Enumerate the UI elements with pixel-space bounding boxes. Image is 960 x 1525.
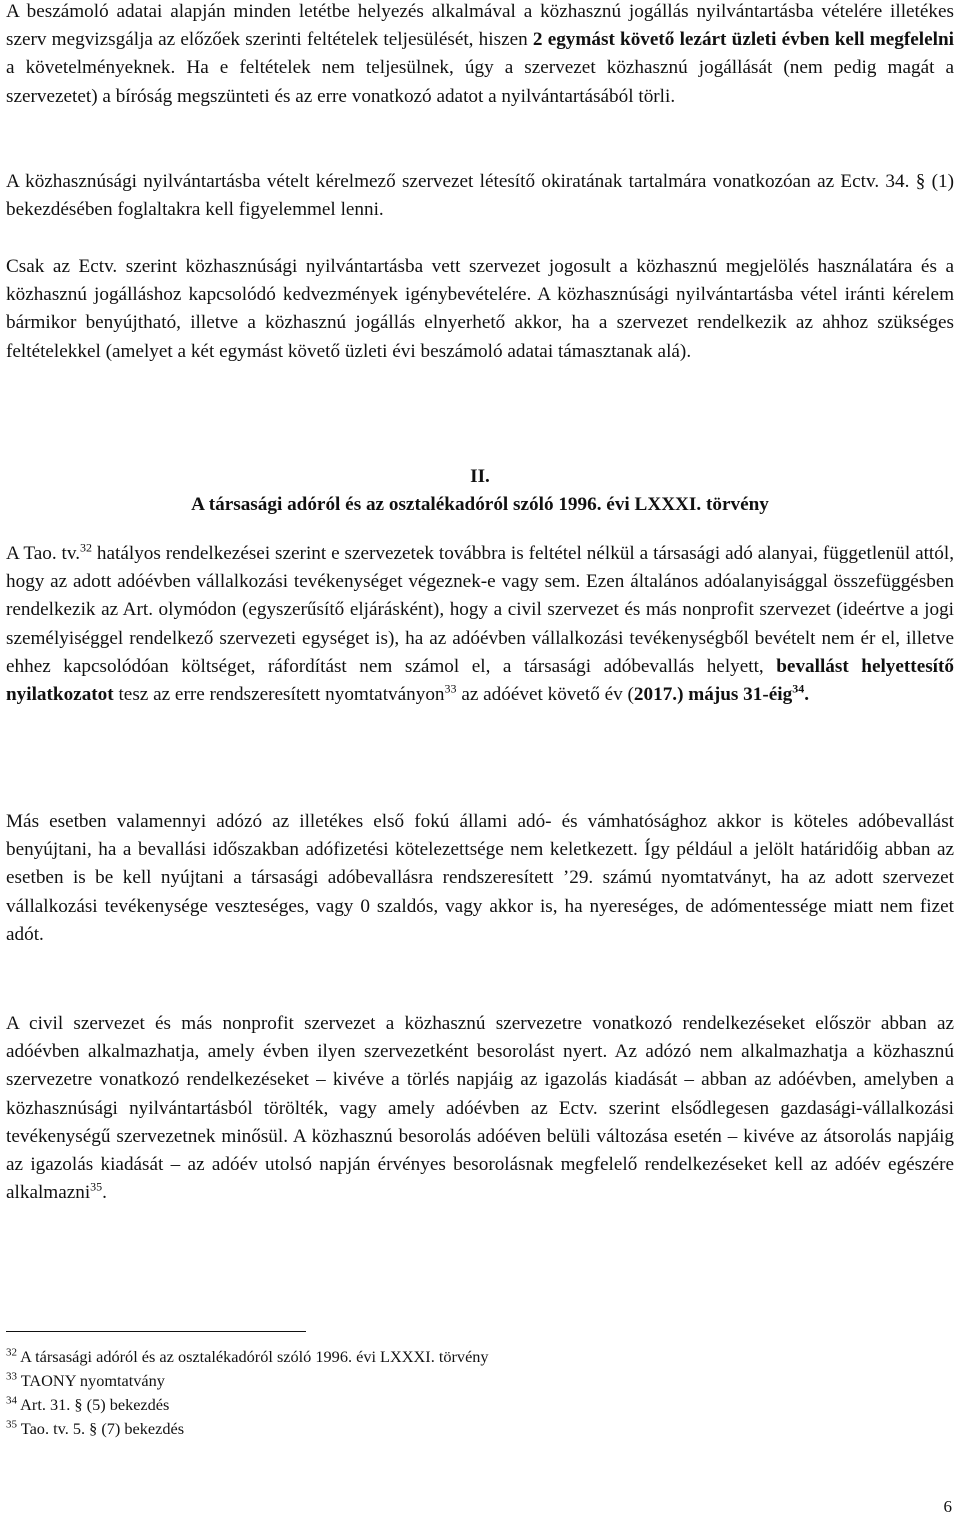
footnote-number: 34: [6, 1394, 17, 1407]
section-title: A társasági adóról és az osztalékadóról szóló 1996. évi LXXXI. törvény: [191, 494, 769, 515]
deadline-text: 2017.) május 31-éig: [633, 684, 793, 706]
text-run: hatályos rendelkezései szerint e szervezetek továbbra is feltétel nélkül a társasági adó alanyai, függetlenül attól, hogy az adott adóévben vállalkozási tevékenységet végeznek-e vagy sem. Ezen általános adóalanyisággal összefüggésben rendelkezik az Art. olymódon (egyszerűsítő eljárásként), hogy a civil szervezet és más nonprofit szervezet (ideértve a jogi személyiséggel rendelkező szervezeti egységet is), ha az adóévben vállalkozási tevékenységből bevételt nem ér el, illetve ehhez kapcsolódóan költséget, ráfordítást nem számol el, a társasági adóbevallás helyett,: [6, 543, 954, 677]
text-run: .: [804, 684, 809, 706]
paragraph-kozhasznu: [6, 1010, 954, 1207]
footnote-number: 33: [6, 1370, 17, 1383]
text-run: a követelményeknek. Ha e feltételek nem teljesülnek, úgy a szervezet közhasznú jogállását (nem pedig magát a szervezetet) a bíróság megszünteti és az erre vonatkozó adatot a nyilvántartásából törli.: [6, 57, 954, 107]
footnote-separator: [6, 1331, 306, 1332]
page-number: 6: [943, 1497, 952, 1516]
text-run: A beszámoló adatai alapján minden letétbe helyezés alkalmával a közhasznú jogállás nyilvántartásba vételére illetékes szerv megvizsgálja az előzőek szerinti feltételek teljesülését, hiszen: [6, 1, 954, 51]
footnote-number: 35: [6, 1418, 17, 1431]
footnote: [6, 1417, 489, 1441]
text-run: A Tao. tv.: [6, 543, 81, 564]
paragraph-tao: [6, 540, 954, 709]
emphasis-text: 2 egymást követő lezárt üzleti évben kell megfelelni: [532, 29, 954, 51]
footnote-ref[interactable]: 35: [90, 1179, 103, 1194]
footnote-text: TAONY nyomtatvány: [17, 1371, 165, 1390]
paragraph-adobevallas: Más esetben valamennyi adózó az illetékes első fokú állami adó- és vámhatósághoz akkor is köteles adóbevallást benyújtani, ha a bevallási időszakban adófizetési kötelezettsége nem keletkezett. Így például a jelölt határidőig abban az esetben is be kell nyújtani a társasági adóbevallásra rendszeresített ’29. számú nyomtatványt, ha az adott szervezet vállalkozási tevékenysége veszteséges, vagy 0 szaldós, vagy akkor is, ha nyereséges, de adómentessége miatt nem fizet adót.: [6, 811, 954, 945]
footnote-ref[interactable]: 33: [444, 681, 457, 696]
footnote-text: A társasági adóról és az osztalékadóról szóló 1996. évi LXXXI. törvény: [17, 1347, 489, 1366]
paragraph-nyilvantartas: A közhasznúsági nyilvántartásba vételt kérelmező szervezet létesítő okiratának tartalmára vonatkozóan az Ectv. 34. § (1) bekezdésében foglaltakra kell figyelemmel lenni.: [6, 171, 954, 221]
footnote: [6, 1393, 489, 1417]
footnote-text: Tao. tv. 5. § (7) bekezdés: [17, 1419, 185, 1438]
footnote: [6, 1369, 489, 1393]
footnote-number: 32: [6, 1346, 17, 1359]
text-run: tesz az erre rendszeresített nyomtatványon: [113, 684, 445, 706]
paragraph-ectv: Csak az Ectv. szerint közhasznúsági nyilvántartásba vett szervezet jogosult a közhasznú megjelölés használatára és a közhasznú jogálláshoz kapcsolódó kedvezmények igénybevételére. A közhasznúsági nyilvántartásba vétel iránti kérelem bármikor benyújtható, illetve a közhasznú jogállás elnyerhető akkor, ha a szervezet rendelkezik az ahhoz szükséges feltételekkel (amelyet a két egymást követő üzleti évi beszámoló adatai támasztanak alá).: [6, 256, 954, 362]
paragraph-beszamolo: [6, 0, 954, 111]
footnote-text: Art. 31. § (5) bekezdés: [17, 1395, 170, 1414]
emphasis-text: bevallást helyettesítő nyilatkozatot: [6, 655, 954, 706]
footnote-ref[interactable]: 32: [80, 540, 93, 555]
text-run: .: [102, 1182, 107, 1204]
text-run: az adóévet követő év (: [456, 684, 634, 706]
section-number: II.: [470, 466, 490, 487]
footnotes: [6, 1345, 489, 1441]
footnote: [6, 1345, 489, 1369]
text-run: A civil szervezet és más nonprofit szervezet a közhasznú szervezetre vonatkozó rendelkezéseket először abban az adóévben alkalmazhatja, amely évben ilyen szervezetként besorolást nyert. Az adózó nem alkalmazhatja a közhasznú szervezetre vonatkozó rendelkezéseket – kivéve a törlés napjáig az igazolás kiadását – abban az adóévben, amelyben a közhasznúsági nyilvántartásból törölték, vagy amely adóévben az Ectv. szerint elsődlegesen gazdasági-vállalkozási tevékenységű szervezetnek minősül. A közhasznú besorolás adóéven belüli változása esetén – kivéve az átsorolás napjáig az igazolás kiadását – az adóév utolsó napján érvényes besorolásnak megfelelő rendelkezéseket kell az adóév egészére alkalmazni: [6, 1013, 954, 1204]
footnote-ref[interactable]: 34: [792, 681, 805, 696]
